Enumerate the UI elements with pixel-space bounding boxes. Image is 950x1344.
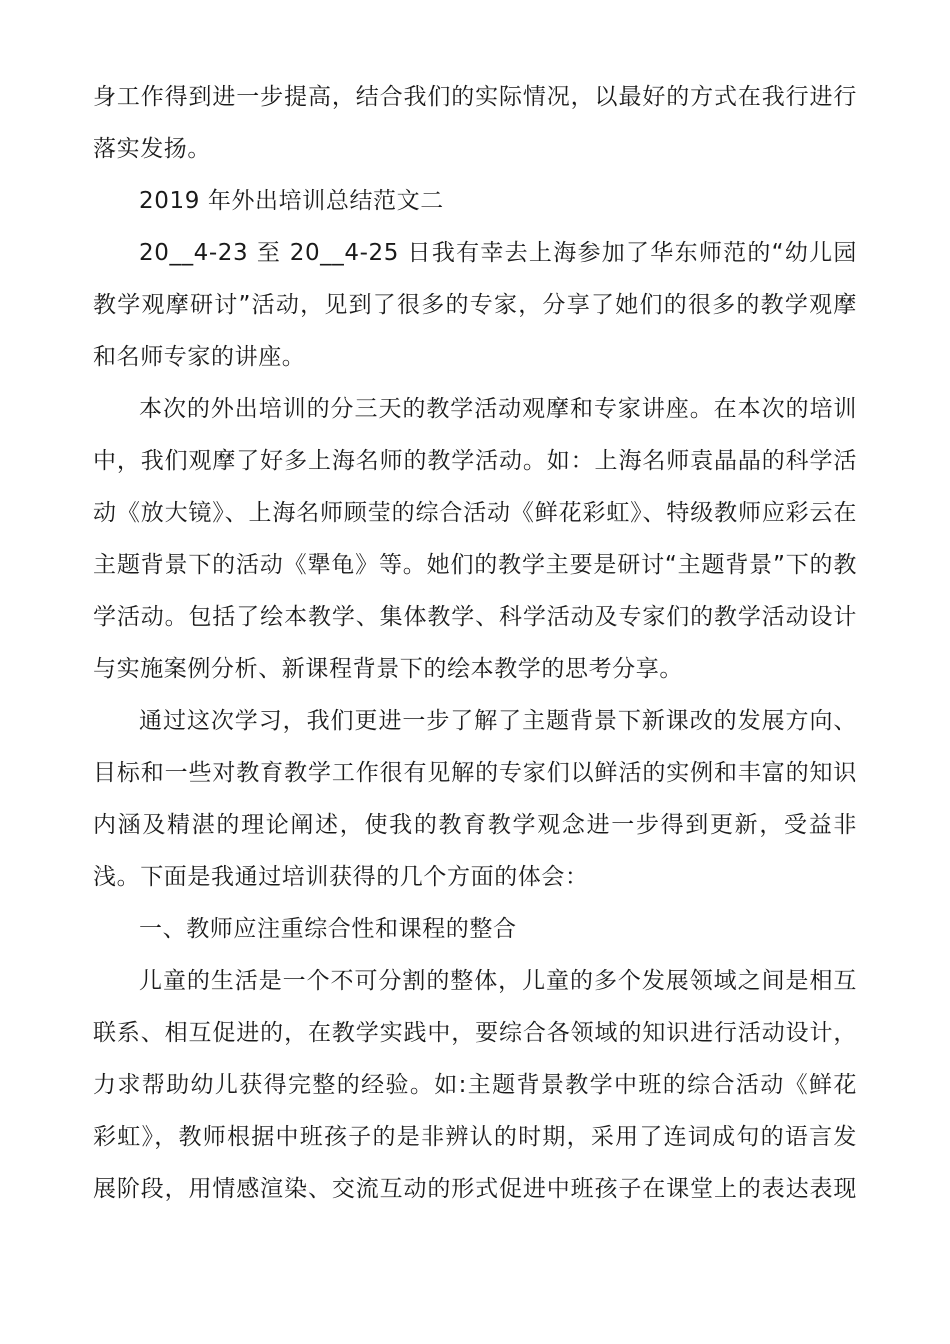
text-line: 落实发扬。 xyxy=(93,136,211,162)
text-line: 学活动。包括了绘本教学、集体教学、科学活动及专家们的教学活动设计 xyxy=(93,604,857,630)
text-line: 力求帮助幼儿获得完整的经验。如:主题背景教学中班的综合活动《鲜花 xyxy=(93,1072,857,1098)
text-line: 20__4-23 至 20__4-25 日我有幸去上海参加了华东师范的“幼儿园 xyxy=(139,240,857,266)
text-line: 与实施案例分析、新课程背景下的绘本教学的思考分享。 xyxy=(93,656,683,682)
text-line: 主题背景下的活动《犟龟》等。她们的教学主要是研讨“主题背景”下的教 xyxy=(93,552,857,578)
text-line: 展阶段，用情感渲染、交流互动的形式促进中班孩子在课堂上的表达表现 xyxy=(93,1176,857,1202)
text-line: 和名师专家的讲座。 xyxy=(93,344,306,370)
document-body xyxy=(93,71,857,1215)
text-line: 教学观摩研讨”活动，见到了很多的专家，分享了她们的很多的教学观摩 xyxy=(93,292,857,318)
text-line: 彩虹》，教师根据中班孩子的是非辨认的时期，采用了连词成句的语言发 xyxy=(93,1124,857,1150)
text-line: 本次的外出培训的分三天的教学活动观摩和专家讲座。在本次的培训 xyxy=(139,396,857,422)
text-line: 通过这次学习，我们更进一步了解了主题背景下新课改的发展方向、 xyxy=(139,708,857,734)
section-heading: 一、教师应注重综合性和课程的整合 xyxy=(139,916,517,942)
text-line: 内涵及精湛的理论阐述，使我的教育教学观念进一步得到更新，受益非 xyxy=(93,812,857,838)
text-line: 身工作得到进一步提高，结合我们的实际情况，以最好的方式在我行进行 xyxy=(93,84,857,110)
text-line: 目标和一些对教育教学工作很有见解的专家们以鲜活的实例和丰富的知识 xyxy=(93,760,857,786)
text-line: 动《放大镜》、上海名师顾莹的综合活动《鲜花彩虹》、特级教师应彩云在 xyxy=(93,500,857,526)
text-line: 联系、相互促进的，在教学实践中，要综合各领域的知识进行活动设计， xyxy=(93,1020,857,1046)
text-line: 浅。下面是我通过培训获得的几个方面的体会： xyxy=(93,864,589,890)
section-title: 2019 年外出培训总结范文二 xyxy=(139,188,444,214)
text-line: 儿童的生活是一个不可分割的整体，儿童的多个发展领域之间是相互 xyxy=(139,968,857,994)
text-line: 中，我们观摩了好多上海名师的教学活动。如：上海名师袁晶晶的科学活 xyxy=(93,448,857,474)
